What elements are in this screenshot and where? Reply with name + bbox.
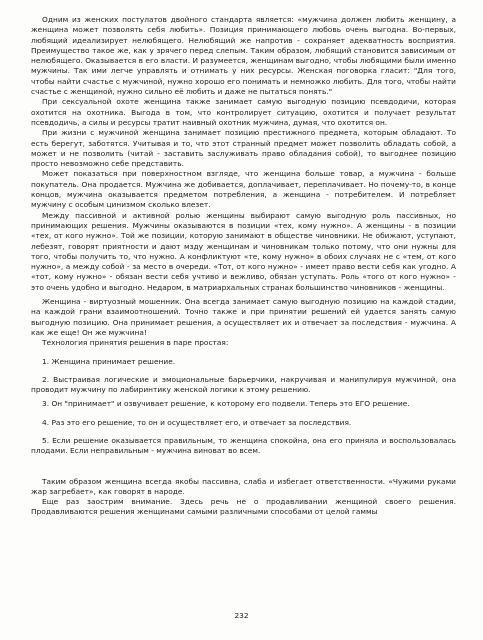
paragraph-prestige-object: При жизни с мужчиной женщина занимает позицию престижного предмета, которым обладают. То есть берегут, заботятся. Учитывая и то, что этот странный предмет может позволить обладать собой, а может и не позволить (читай - заставить заслуживать право обладания собой), то выгоднее позицию просто невозможно себе представить.	[31, 128, 456, 169]
spacer	[31, 367, 456, 375]
paragraph-conclusion: Таким образом женщина всегда якобы пассивна, слаба и избегает ответственности. «Чужими руками жар загребает», как говорят в народе.	[31, 476, 456, 496]
list-item-5: 5. Если решение оказывается правильным, то женщина спокойна, она его приняла и воспользовалась плодами. Если неправильным - мужчина виноват во всем.	[31, 435, 456, 456]
spacer	[31, 457, 456, 477]
paragraph-officials: Между пассивной и активной ролью женщины выбирают самую выгодную роль пассивных, но принимающих решения. Мужчины оказываются в позиции «тех, кому нужно». А женщины - в позиции «тех, от кого нужно». Той же позиции, которую занимают в обществе чиновники. Не обижают, уступают, лебезят, говорят приятности и дают мзду женщинам и чиновникам только потому, что они нужны для того, чтобы получить то, что нужно. А конфликтуют «те, кому нужно» в обоих случаях не с «тем, от кого нужно», а между собой - за место в очереди. «Тот, от кого нужно» - имеет право вести себя как угодно. А «тот, кому нужно» - обязан вести себя учтиво и вежливо, обязан уступать. Роль «того от кого нужно» - это очень удобно и выгодно. Недаром, в матриархальных странах большинство чиновников - женщины.	[31, 210, 456, 292]
paragraph-double-standard: Одним из женских постулатов двойного стандарта является: «мужчина должен любить женщину, а женщина может позволять себя любить». Позиция принимающего любовь очень выгодна. Во-первых, любящий идеализирует нелюбящего. Нелюбящий же напротив - сохраняет адекватность восприятия. Преимущество такое же, как у зрячего перед слепым. Таким образом, любящий становится зависимым от нелюбящего. Оказывается в его власти. И разумеется, женщинам выгодно, чтобы любящими были именно мужчины. Так ими легче управлять и отнимать у них ресурсы. Женская поговорка гласит: "Для того, чтобы найти счастье с мужчиной, нужно хорошо его понимать и немножко любить. Для того, чтобы найти счастье с женщиной, нужно сильно её любить и даже не пытаться понять."	[31, 15, 456, 97]
spacer	[31, 349, 456, 357]
spacer	[31, 410, 456, 418]
paragraph-emphasis: Еще раз заострим внимание. Здесь речь не о продавливании женщиной своего решения. Продавливаются решения женщинами самыми различными способами от целой гаммы	[31, 497, 456, 517]
spacer	[31, 428, 456, 436]
list-item-2: 2. Выстраивая логические и эмоциональные барьерчики, накручивая и манипулируя мужчиной, она проводит мужчину по лабиринтику женской логики к этому решению.	[31, 374, 456, 395]
paragraph-sexual-hunt: При сексуальной охоте женщина также занимает самую выгодную позицию псевдодичи, которая охотится на охотника. Выгода в том, что контролирует ситуацию, охотится и получает результат псевдодичь, а силы и ресурсы тратит наивный охотник мужчина, думая, что охотится он.	[31, 97, 456, 127]
page-text	[31, 15, 456, 518]
list-item-1: 1. Женщина принимает решение.	[42, 356, 176, 366]
paragraph-goods-buyer: Может показаться при поверхностном взгляде, что женщина больше товар, а мужчина - больше покупатель. Она продается. Мужчина же добивается, доплачивает, переплачивает. Но почему-то, в конце концов, мужчина оказывается предметом потребления, а женщина - потребителем. И потребляет мужчину с особым цинизмом сколько влезет.	[31, 169, 456, 210]
list-item-4: 4. Раз это его решение, то он и осуществляет его, и отвечает за последствия.	[42, 417, 352, 427]
page-number: 232	[234, 611, 249, 620]
paragraph-fraudster: Женщина - виртуозный мошенник. Она всегда занимает самую выгодную позицию на каждой стадии, на каждой грани взаимоотношений. Точно также и при принятии решений ей удается занять самую выгодную позицию. Она принимает решения, а осуществляет их и отвечает за последствия - мужчина. А как же еще! Он же мужчина!	[31, 297, 456, 337]
paragraph-technology-heading: Технология принятия решения в паре простая:	[42, 338, 229, 348]
list-item-3: 3. Он "принимает" и озвучивает решение, к которому его подвели. Теперь это ЕГО решение.	[42, 399, 410, 409]
